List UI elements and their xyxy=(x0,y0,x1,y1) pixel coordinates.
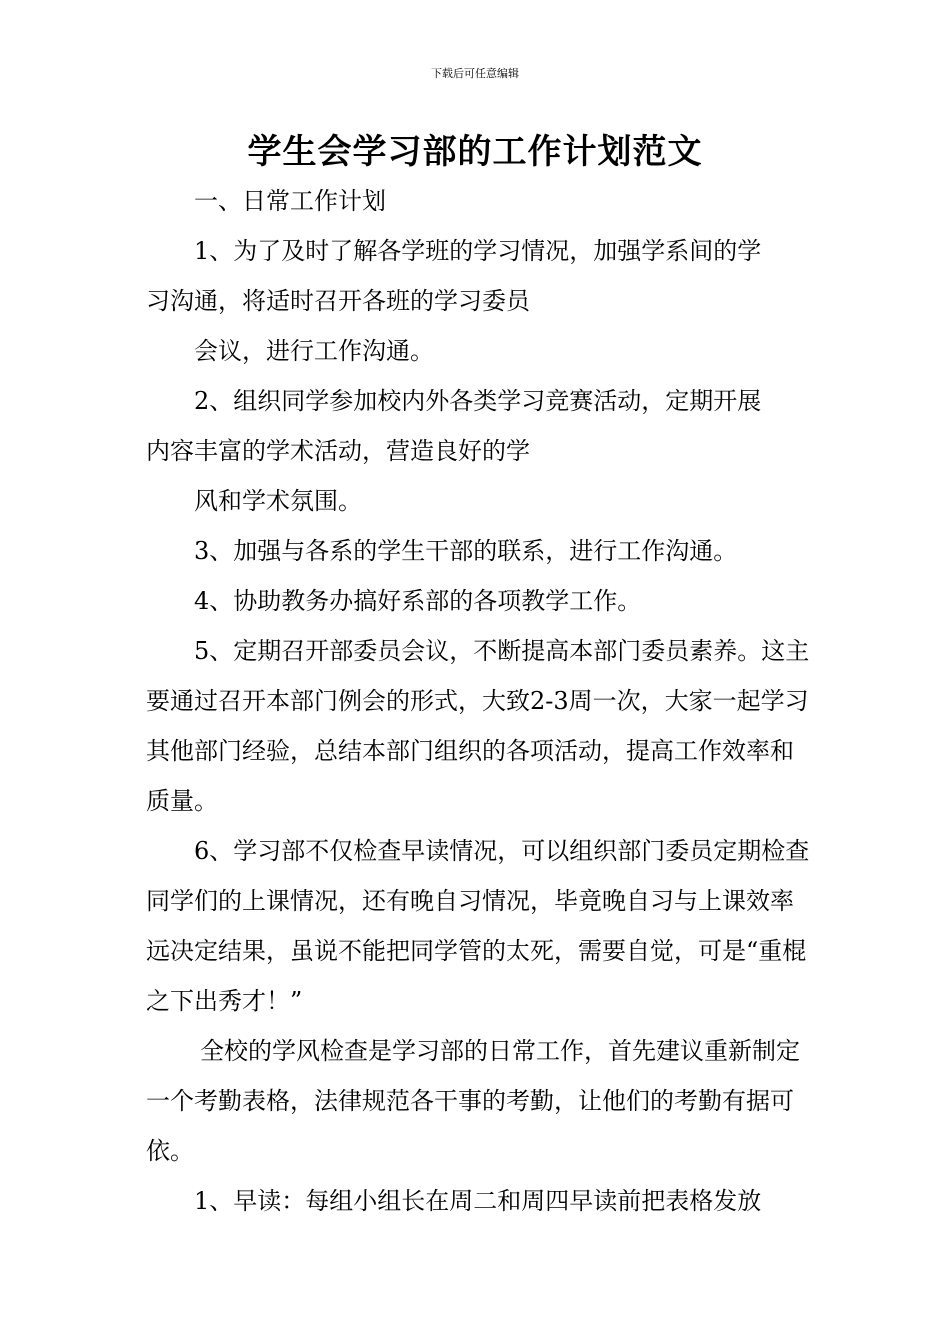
paragraph-6: 6、学习部不仅检查早读情况，可以组织部门委员定期检查同学们的上课情况，还有晚自习情况，毕竟晚自习与上课效率远决定结果，虽说不能把同学管的太死，需要自觉，可是“重棍之下出秀才！” xyxy=(146,837,810,1015)
paragraph-7: 全校的学风检查是学习部的日常工作，首先建议重新制定一个考勤表格，法律规范各干事的考勤，让他们的考勤有据可依。 xyxy=(146,1037,800,1165)
paragraph-2-continuation: 风和学术氛围。 xyxy=(194,487,362,515)
paragraph-1-continuation: 会议，进行工作沟通。 xyxy=(194,337,434,365)
paragraph-8: 1、早读：每组小组长在周二和周四早读前把表格发放 xyxy=(194,1187,762,1215)
document-body xyxy=(146,176,811,1226)
section-heading: 一、日常工作计划 xyxy=(194,187,386,215)
paragraph-3: 3、加强与各系的学生干部的联系，进行工作沟通。 xyxy=(194,537,738,565)
paragraph-2-wrap xyxy=(146,426,811,476)
paragraph-1-wrap xyxy=(146,276,811,326)
header-note: 下载后可任意编辑 xyxy=(431,67,519,80)
paragraph-1 xyxy=(146,226,811,276)
paragraph-4: 4、协助教务办搞好系部的各项教学工作。 xyxy=(194,587,642,615)
paragraph-2-line-2: 内容丰富的学术活动，营造良好的学 xyxy=(146,437,530,465)
paragraph-5: 5、定期召开部委员会议，不断提高本部门委员素养。这主要通过召开本部门例会的形式，大致2-3周一次，大家一起学习其他部门经验，总结本部门组织的各项活动，提高工作效率和质量。 xyxy=(146,637,810,815)
paragraph-1-line-1: 1、为了及时了解各学班的学习情况，加强学系间的学 xyxy=(194,237,762,265)
paragraph-2 xyxy=(146,376,811,426)
paragraph-2-line-1: 2、组织同学参加校内外各类学习竞赛活动，定期开展 xyxy=(194,387,762,415)
paragraph-1-line-2: 习沟通，将适时召开各班的学习委员 xyxy=(146,287,530,315)
document-title: 学生会学习部的工作计划范文 xyxy=(247,132,703,172)
